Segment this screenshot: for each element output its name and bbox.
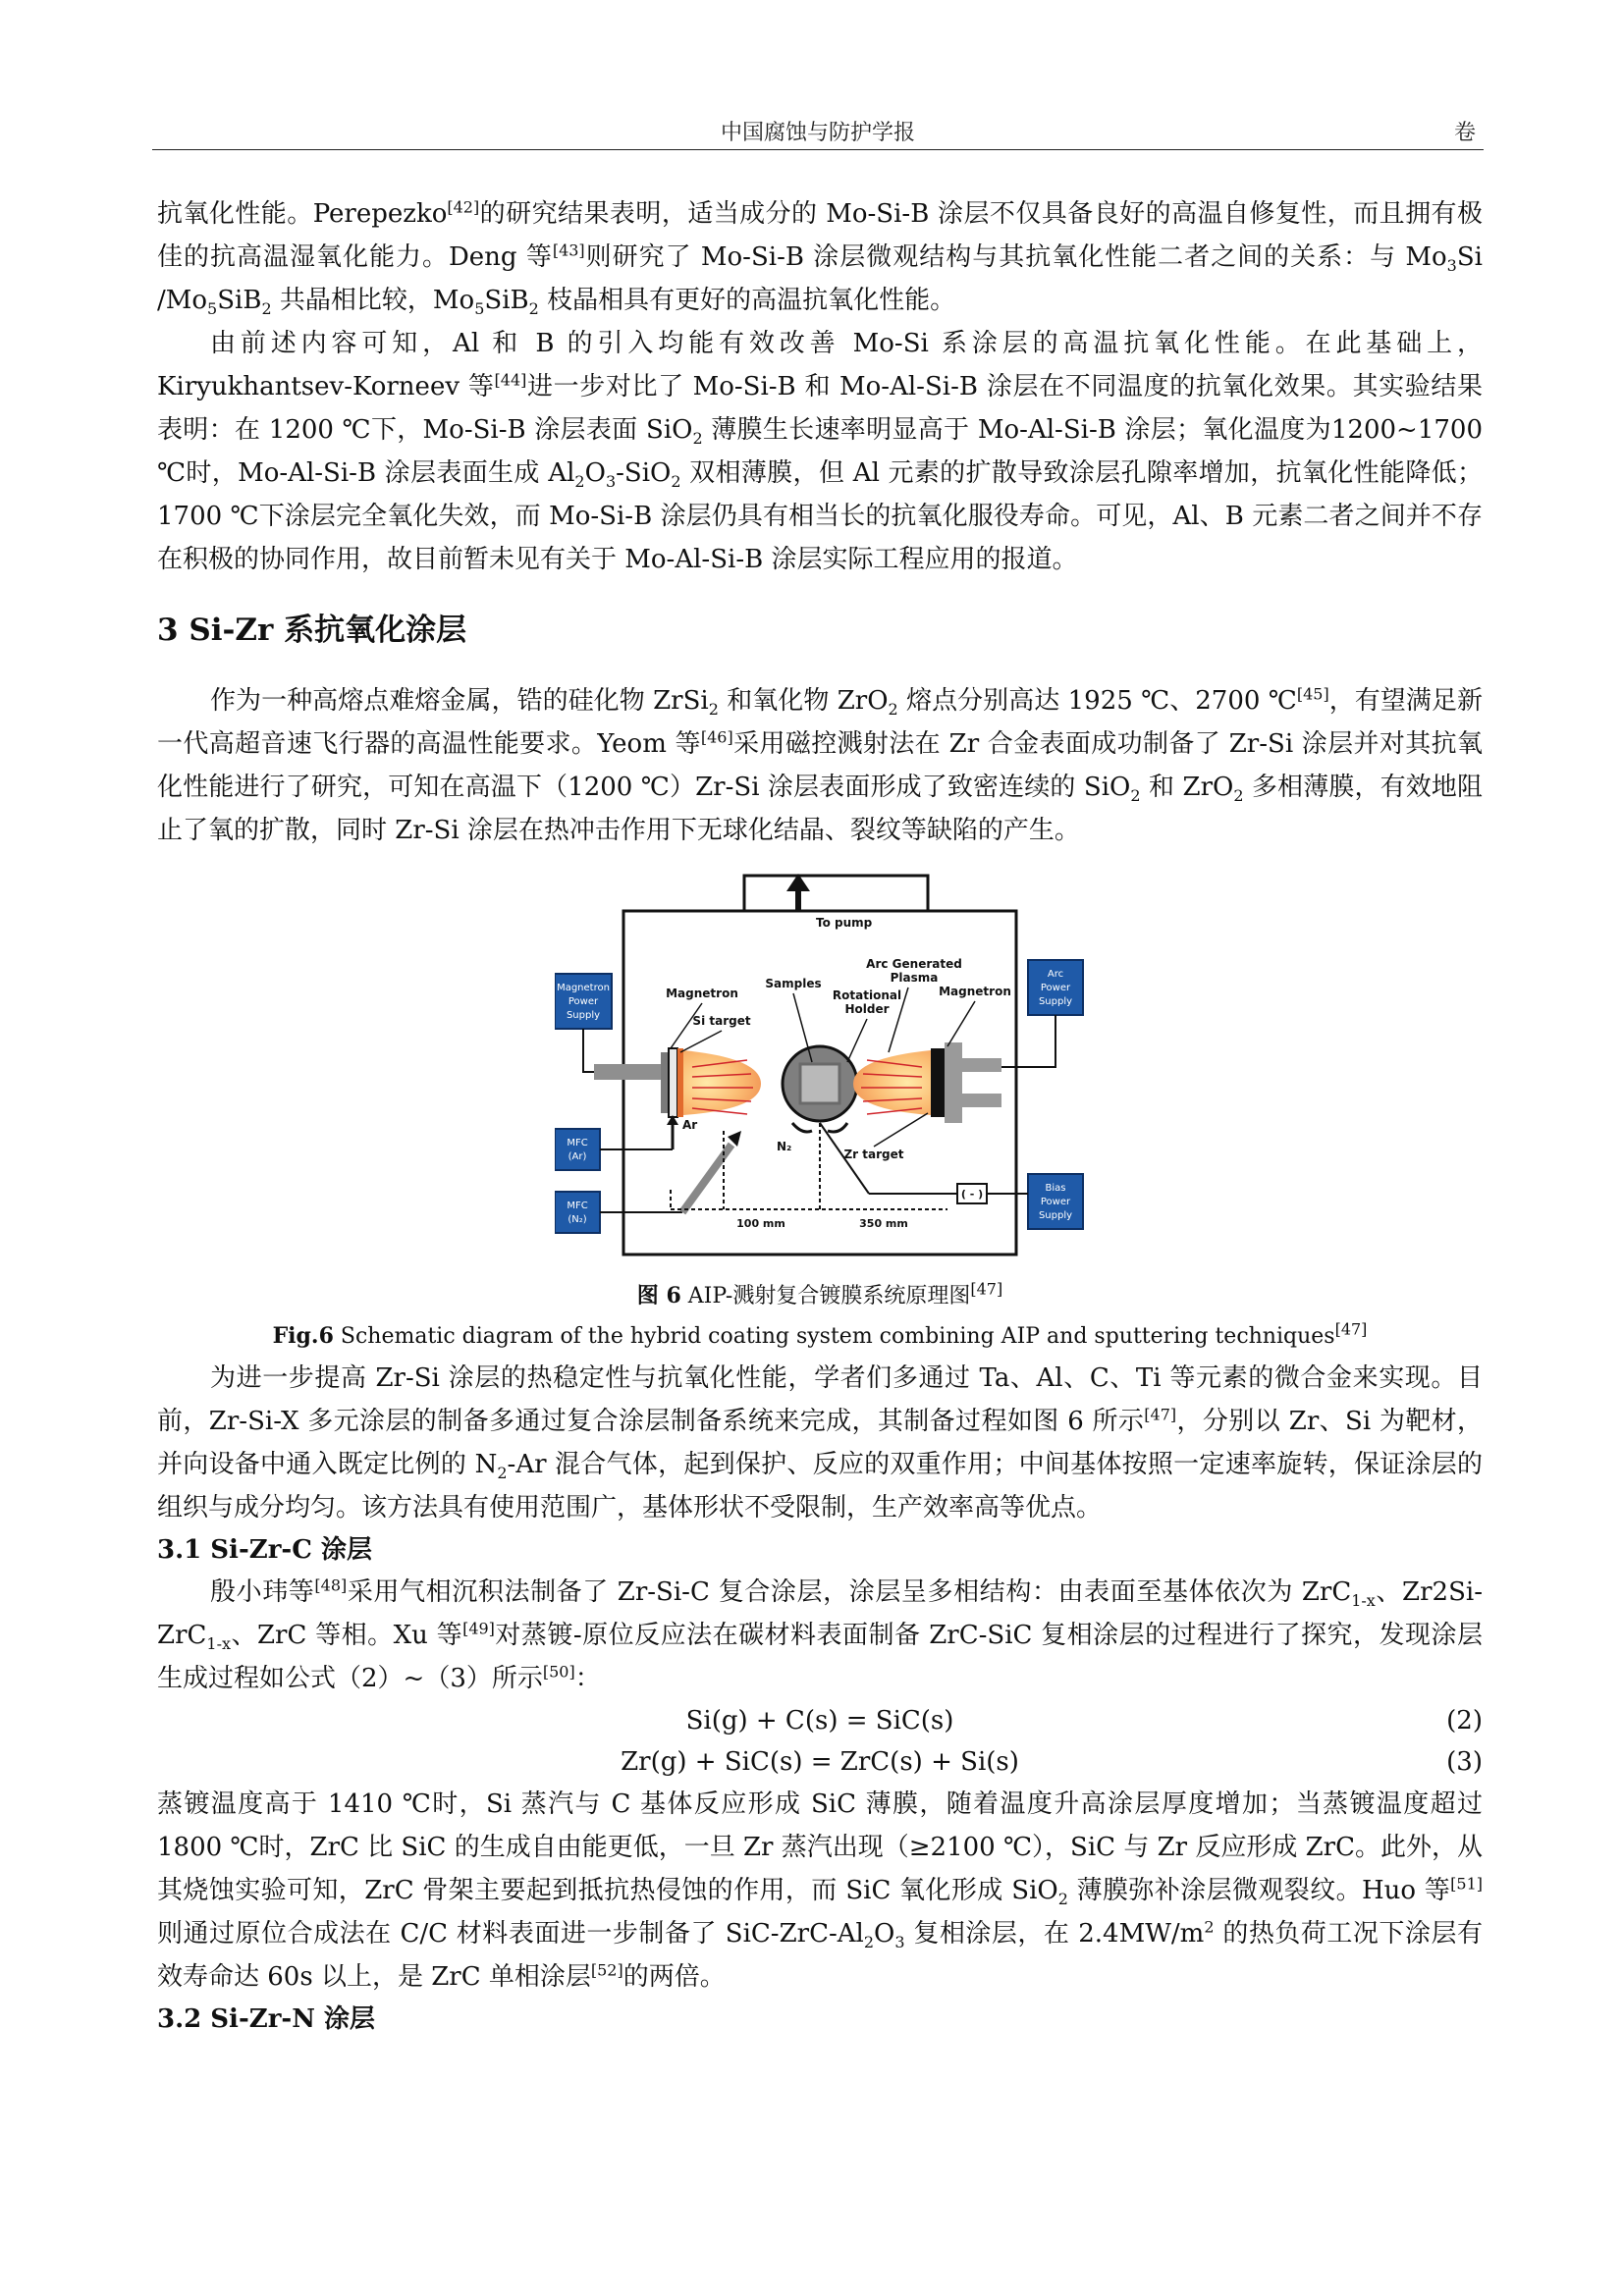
section-heading-3-2: 3.2 Si-Zr-N 涂层 <box>157 2004 376 2034</box>
svg-text:Plasma: Plasma <box>890 971 939 985</box>
svg-text:Ar: Ar <box>682 1118 698 1132</box>
equation-number: (3) <box>1446 1747 1483 1777</box>
citation[interactable]: [46] <box>700 727 733 747</box>
svg-text:N₂: N₂ <box>777 1140 792 1153</box>
paragraph-mo-si-b-continued: 抗氧化性能。Perepezko[42]的研究结果表明，适当成分的 Mo-Si-B 涂层不仅具备良好的高温自修复性，而且拥有极佳的抗高温湿氧化能力。Deng 等[43]则研究了 Mo-Si-B 涂层微观结构与其抗氧化性能二者之间的关系：与 $Mo_3Si$ $/Mo_5SiB_2$ 共晶相比较，$Mo_5SiB_2$ 枝晶相具有更好的高温抗氧化性能。 <box>157 197 1484 319</box>
paragraph-zr-si-c: 殷小玮等[48]采用气相沉积法制备了 Zr-Si-C 复合涂层，涂层呈多相结构：由表面至基体依次为 ZrC$_{1-x}$、Zr2Si-ZrC$_{1-x}$、ZrC 等相。Xu 等[49]对蒸镀-原位反应法在碳材料表面制备 ZrC-SiC 复相涂层的过程进行了探究，发现涂层生成过程如公式（2）~（3）所示[50]： <box>157 1575 1483 1693</box>
svg-text:(Ar): (Ar) <box>568 1151 587 1162</box>
coating-system-diagram <box>555 866 1085 1258</box>
equation-formula: Zr(g) + SiC(s) = ZrC(s) + Si(s) <box>621 1747 1019 1777</box>
svg-text:MFC: MFC <box>567 1201 588 1211</box>
mfc-ar <box>555 1129 600 1170</box>
svg-text:Arc Generated: Arc Generated <box>866 957 962 971</box>
page-header <box>152 110 1484 150</box>
svg-text:Power: Power <box>1040 1197 1071 1207</box>
left-magnetron-bar <box>594 1064 663 1080</box>
svg-text:Supply: Supply <box>1038 1210 1073 1221</box>
svg-text:Zr target: Zr target <box>843 1148 904 1161</box>
svg-text:MFC: MFC <box>567 1138 588 1148</box>
equation-2 <box>157 1700 1483 1741</box>
pump-duct <box>744 876 928 911</box>
section-heading-3-1: 3.1 Si-Zr-C 涂层 <box>157 1535 372 1565</box>
samples <box>800 1064 839 1103</box>
journal-title: 中国腐蚀与防护学报 <box>720 121 915 145</box>
paragraph-al-b-comparison: 由前述内容可知，Al 和 B 的引入均能有效改善 Mo-Si 系涂层的高温抗氧化性能。在此基础上，Kiryukhantsev-Korneev 等[44]进一步对比了 Mo-Si-B 和 Mo-Al-Si-B 涂层在不同温度的抗氧化效果。其实验结果表明：在 1200 ℃下，Mo-Si-B 涂层表面 SiO$_2$ 薄膜生长速率明显高于 Mo-Al-Si-B 涂层；氧化温度为1200~1700 ℃时，Mo-Al-Si-B 涂层表面生成 $Al_2O_3-SiO_2$ 双相薄膜，但 Al 元素的扩散导致涂层孔隙率增加，抗氧化性能降低；1700 ℃下涂层完全氧化失效，而 Mo-Si-B 涂层仍具有相当长的抗氧化服役寿命。可见，Al、B 元素二者之间并不存在积极的协同作用，故目前暂未见有关于 Mo-Al-Si-B 涂层实际工程应用的报道。 <box>157 329 1483 574</box>
citation[interactable]: [44] <box>494 370 527 390</box>
svg-text:Si target: Si target <box>692 1014 751 1028</box>
equation-3 <box>157 1741 1483 1783</box>
paragraph-zr-si-x: 为进一步提高 Zr-Si 涂层的热稳定性与抗氧化性能，学者们多通过 Ta、Al、C、Ti 等元素的微合金来实现。目前，Zr-Si-X 多元涂层的制备多通过复合涂层制备系统来完成，其制备过程如图 6 所示[47]，分别以 Zr、Si 为靶材，并向设备中通入既定比例的 $N_2-Ar$ 混合气体，起到保护、反应的双重作用；中间基体按照一定速率旋转，保证涂层的组织与成分均匀。该方法具有使用范围广，基体形状不受限制，生产效率高等优点。 <box>157 1363 1483 1522</box>
svg-text:Holder: Holder <box>844 1002 890 1016</box>
paragraph-evaporation: 蒸镀温度高于 1410 ℃时，Si 蒸汽与 C 基体反应形成 SiC 薄膜，随着温度升高涂层厚度增加；当蒸镀温度超过 1800 ℃时，ZrC 比 SiC 的生成自由能更低，一旦 Zr 蒸汽出现（≥2100 ℃），SiC 与 Zr 反应形成 ZrC。此外，从其烧蚀实验可知，ZrC 骨架主要起到抵抗热侵蚀的作用，而 SiC 氧化形成 SiO$_2$ 薄膜弥补涂层微观裂纹。Huo 等[51]则通过原位合成法在 C/C 材料表面进一步制备了 SiC-$ZrC-Al_2O_3$ 复相涂层，在 $2.4MW/m^2$ 的热负荷工况下涂层有效寿命达 60s 以上，是 ZrC 单相涂层[52]的两倍。 <box>157 1789 1484 1992</box>
citation[interactable]: [47] <box>970 1279 1003 1299</box>
right-plasma <box>853 1050 931 1115</box>
citation[interactable]: [45] <box>1296 684 1329 704</box>
zr-target <box>931 1048 945 1117</box>
page-content <box>157 192 1483 2040</box>
citation[interactable]: [52] <box>590 1960 623 1980</box>
citation[interactable]: [42] <box>447 197 480 217</box>
volume-label: 卷 <box>1453 121 1476 145</box>
svg-text:Power: Power <box>1040 983 1071 993</box>
citation[interactable]: [48] <box>314 1575 348 1595</box>
svg-text:Rotational: Rotational <box>832 988 902 1002</box>
svg-text:Magnetron: Magnetron <box>939 985 1011 998</box>
arc-flange <box>962 1058 1001 1072</box>
svg-text:Power: Power <box>568 996 599 1007</box>
svg-text:Arc: Arc <box>1047 969 1064 980</box>
distance-100mm: 100 mm <box>736 1217 785 1230</box>
svg-text:Samples: Samples <box>765 977 822 990</box>
svg-text:Supply: Supply <box>1038 996 1073 1007</box>
mfc-n2 <box>555 1192 600 1233</box>
citation[interactable]: [47] <box>1334 1319 1368 1339</box>
citation[interactable]: [43] <box>552 240 585 260</box>
figure-6 <box>157 866 1483 1258</box>
svg-text:Bias: Bias <box>1045 1183 1066 1194</box>
section-heading-3: 3 Si-Zr 系抗氧化涂层 <box>157 613 467 648</box>
svg-text:Supply: Supply <box>566 1010 601 1021</box>
si-target <box>669 1048 677 1117</box>
equation-number: (2) <box>1446 1706 1483 1735</box>
to-pump-label: To pump <box>816 916 873 930</box>
citation[interactable]: [51] <box>1450 1874 1483 1894</box>
citation[interactable]: [47] <box>1144 1405 1177 1424</box>
left-plasma <box>683 1050 761 1115</box>
citation[interactable]: [50] <box>542 1662 575 1682</box>
svg-text:Magnetron: Magnetron <box>666 987 738 1000</box>
paragraph-zr-si-intro: 作为一种高熔点难熔金属，锆的硅化物 ZrSi$_2$ 和氧化物 ZrO$_2$ 熔点分别高达 1925 ℃、2700 ℃[45]，有望满足新一代高超音速飞行器的高温性能要求。Yeom 等[46]采用磁控溅射法在 Zr 合金表面成功制备了 Zr-Si 涂层并对其抗氧化性能进行了研究，可知在高温下（1200 ℃）Zr-Si 涂层表面形成了致密连续的 SiO$_2$ 和 ZrO$_2$ 多相薄膜，有效地阻止了氧的扩散，同时 Zr-Si 涂层在热冲击作用下无球化结晶、裂纹等缺陷的产生。 <box>157 684 1484 845</box>
equation-formula: Si(g) + C(s) = SiC(s) <box>685 1706 954 1735</box>
svg-text:( - ): ( - ) <box>960 1188 984 1201</box>
svg-text:(N₂): (N₂) <box>568 1214 587 1225</box>
distance-350mm: 350 mm <box>859 1217 908 1230</box>
citation[interactable]: [49] <box>462 1619 495 1638</box>
svg-text:Magnetron: Magnetron <box>557 983 610 993</box>
figure-caption-cn: 图 6 AIP-溅射复合镀膜系统原理图[47] <box>636 1279 1003 1308</box>
figure-caption-en: Fig.6 Schematic diagram of the hybrid coating system combining AIP and sputtering techniques[47] <box>272 1319 1368 1349</box>
